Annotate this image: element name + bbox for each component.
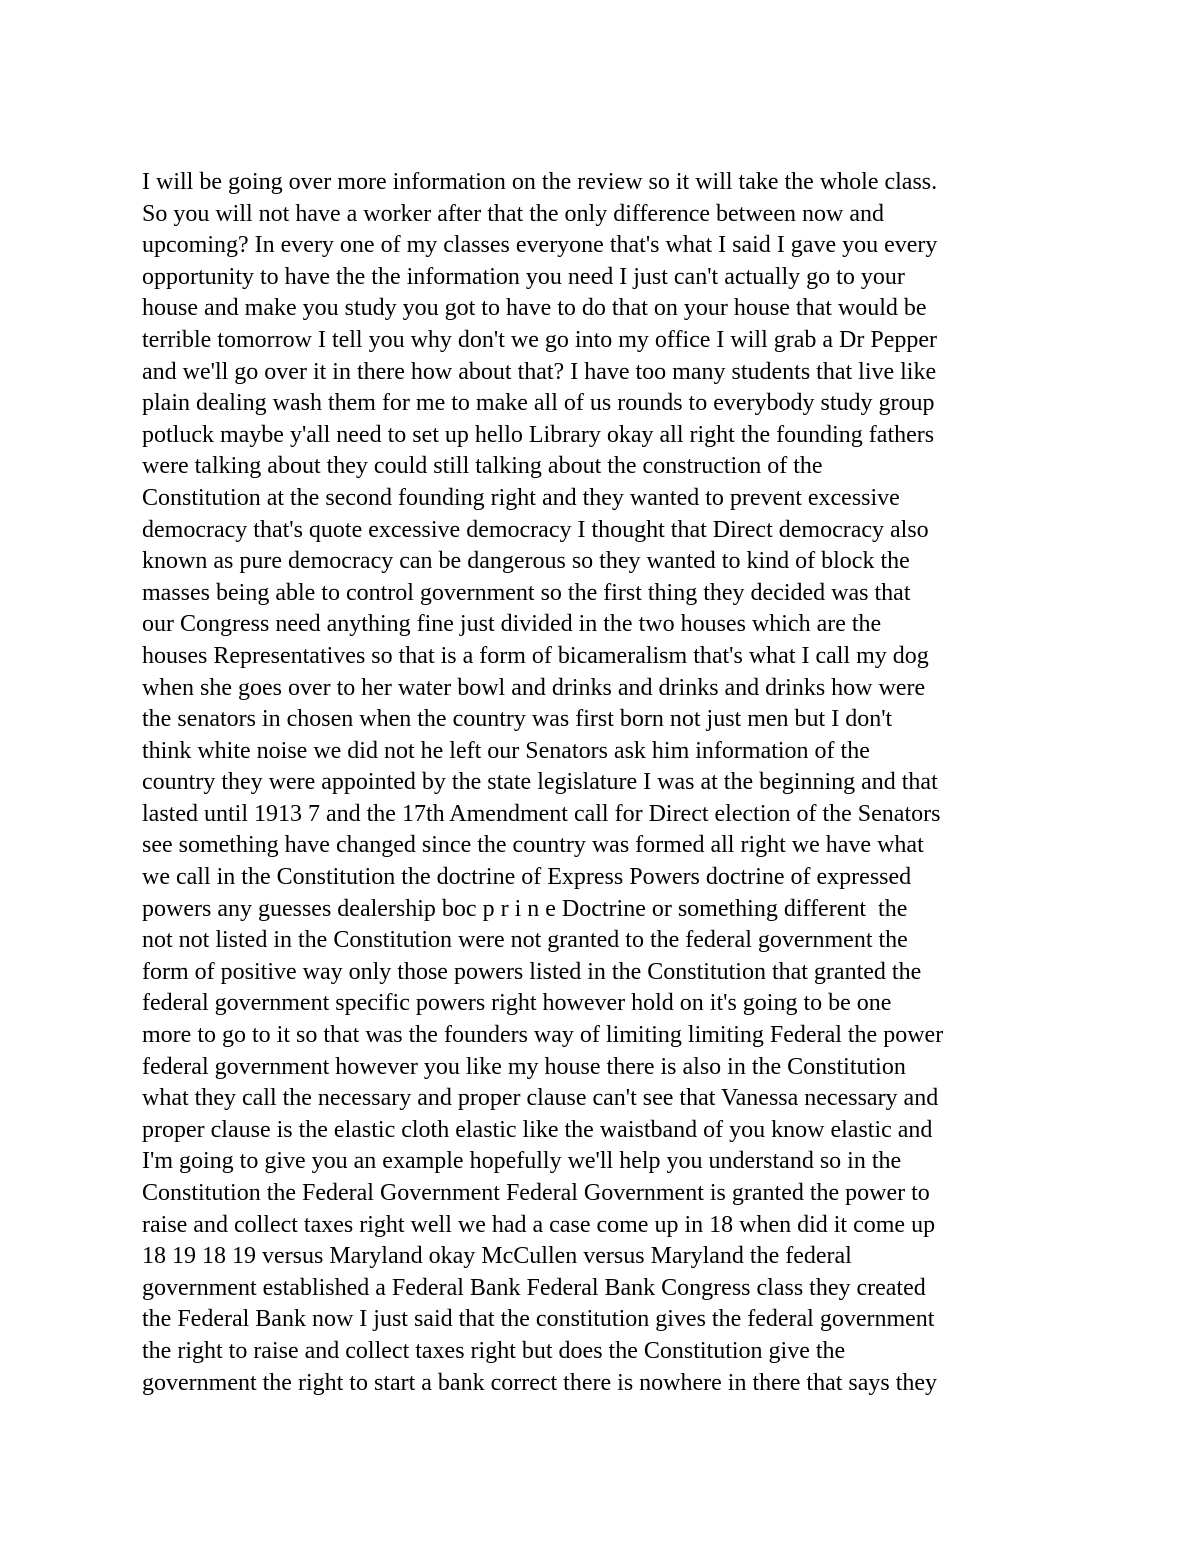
text-line: the Federal Bank now I just said that the constitution gives the federal government: [142, 1306, 935, 1333]
text-line: we call in the Constitution the doctrine of Express Powers doctrine of expressed: [142, 864, 912, 891]
text-line: the senators in chosen when the country was first born not just men but I don't: [142, 706, 893, 733]
text-line: form of positive way only those powers listed in the Constitution that granted the: [142, 958, 922, 985]
text-line: government established a Federal Bank Federal Bank Congress class they created: [142, 1274, 926, 1301]
text-line: opportunity to have the the information you need I just can't actually go to your: [142, 263, 905, 290]
text-line: federal government however you like my house there is also in the Constitution: [142, 1053, 906, 1080]
text-line: raise and collect taxes right well we had a case come up in 18 when did it come up: [142, 1211, 936, 1238]
text-line: So you will not have a worker after that the only difference between now and: [142, 200, 884, 227]
text-line: proper clause is the elastic cloth elastic like the waistband of you know elastic and: [142, 1116, 933, 1143]
text-line: I will be going over more information on the review so it will take the whole class.: [142, 169, 938, 195]
text-line: plain dealing wash them for me to make all of us rounds to everybody study group: [142, 390, 935, 417]
text-line: potluck maybe y'all need to set up hello Library okay all right the founding fathers: [142, 421, 935, 448]
text-line: were talking about they could still talking about the construction of the: [142, 453, 823, 480]
text-line: known as pure democracy can be dangerous so they wanted to kind of block the: [142, 548, 910, 575]
text-line: terrible tomorrow I tell you why don't we go into my office I will grab a Dr Pepper: [142, 326, 938, 353]
text-line: lasted until 1913 7 and the 17th Amendment call for Direct election of the Senators: [142, 800, 941, 827]
text-line: 18 19 18 19 versus Maryland okay McCullen versus Maryland the federal: [142, 1243, 852, 1270]
text-line: see something have changed since the country was formed all right we have what: [142, 832, 924, 859]
body-text: [142, 167, 1082, 1399]
text-line: house and make you study you got to have to do that on your house that would be: [142, 295, 927, 322]
text-line: upcoming? In every one of my classes everyone that's what I said I gave you every: [142, 232, 938, 259]
text-line: what they call the necessary and proper clause can't see that Vanessa necessary and: [142, 1085, 939, 1112]
text-line: country they were appointed by the state legislature I was at the beginning and that: [142, 769, 938, 796]
text-line: Constitution at the second founding right and they wanted to prevent excessive: [142, 484, 900, 511]
text-line: houses Representatives so that is a form of bicameralism that's what I call my dog: [142, 642, 929, 669]
text-line: democracy that's quote excessive democracy I thought that Direct democracy also: [142, 516, 929, 543]
text-line: the right to raise and collect taxes right but does the Constitution give the: [142, 1337, 846, 1364]
text-line: our Congress need anything fine just divided in the two houses which are the: [142, 611, 882, 638]
text-line: not not listed in the Constitution were not granted to the federal government the: [142, 927, 908, 954]
text-line: when she goes over to her water bowl and drinks and drinks and drinks how were: [142, 674, 926, 701]
text-line: powers any guesses dealership boc p r i n e Doctrine or something different the: [142, 895, 908, 922]
text-line: more to go to it so that was the founders way of limiting limiting Federal the power: [142, 1022, 944, 1049]
text-line: masses being able to control government so the first thing they decided was that: [142, 579, 911, 606]
text-line: I'm going to give you an example hopefully we'll help you understand so in the: [142, 1148, 902, 1175]
text-line: federal government specific powers right however hold on it's going to be one: [142, 990, 892, 1017]
text-line: Constitution the Federal Government Federal Government is granted the power to: [142, 1180, 930, 1206]
text-line: and we'll go over it in there how about that? I have too many students that live like: [142, 358, 937, 385]
text-line: government the right to start a bank correct there is nowhere in there that says they: [142, 1369, 938, 1396]
text-line: think white noise we did not he left our Senators ask him information of the: [142, 737, 870, 764]
